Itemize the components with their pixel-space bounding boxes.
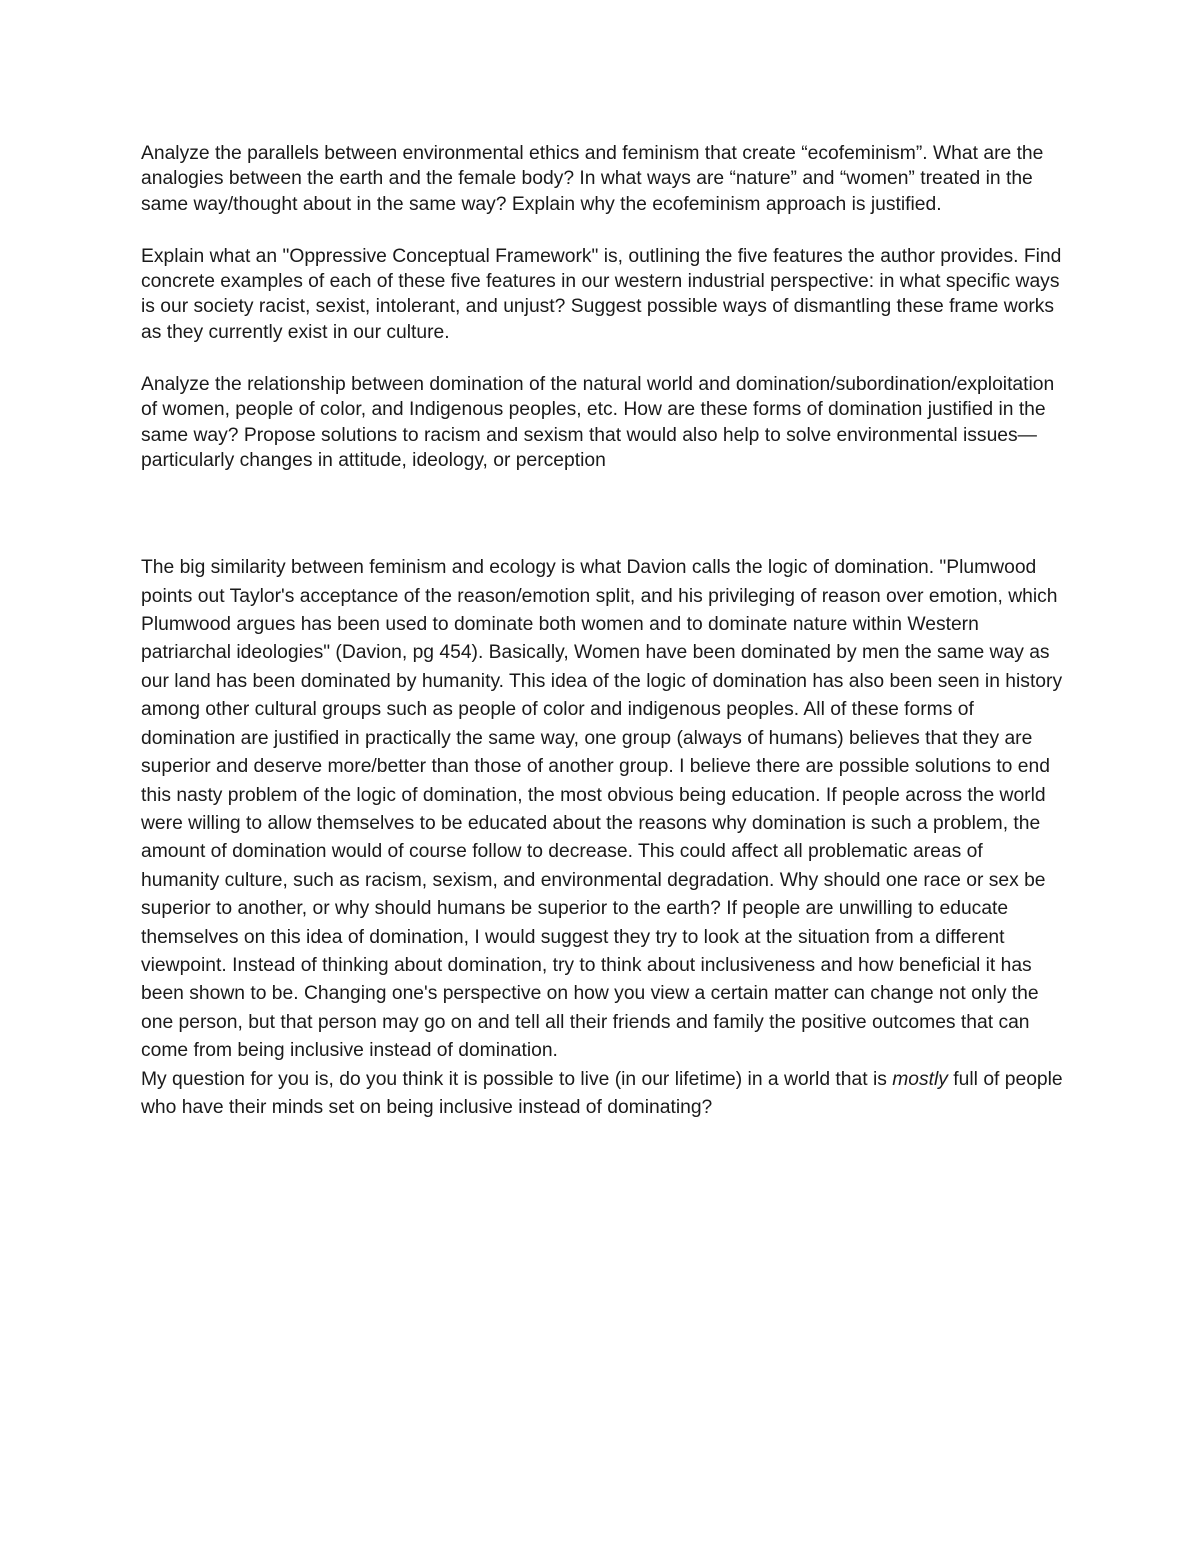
document-page <box>141 141 1066 1122</box>
closing-question <box>141 1066 1066 1123</box>
question-emphasis: mostly <box>892 1068 948 1090</box>
prompt-paragraph-2: Explain what an "Oppressive Conceptual Framework" is, outlining the five features the author provides. Find concrete examples of each of these five features in our western industrial perspective: in what specific ways is our society racist, sexist, intolerant, and unjust? Suggest possible ways of dismantling these frame works as they currently exist in our culture. <box>141 245 1062 343</box>
prompt-paragraph-1: Analyze the parallels between environmental ethics and feminism that create “ecofeminism”. What are the analogies between the earth and the female body? In what ways are “nature” and “women” treated in the same way/thought about in the same way? Explain why the ecofeminism approach is justified. <box>141 143 1044 215</box>
response-paragraph: The big similarity between feminism and ecology is what Davion calls the logic of domination. "Plumwood points out Taylor's acceptance of the reason/emotion split, and his privileging of reason over emotion, which Plumwood argues has been used to dominate both women and to dominate nature within Western patriarchal ideologies" (Davion, pg 454). Basically, Women have been dominated by men the same way as our land has been dominated by humanity. This idea of the logic of domination has also been seen in history among other cultural groups such as people of color and indigenous peoples. All of these forms of domination are justified in practically the same way, one group (always of humans) believes that they are superior and deserve more/better than those of another group. I believe there are possible solutions to end this nasty problem of the logic of domination, the most obvious being education. If people across the world were willing to allow themselves to be educated about the reasons why domination is such a problem, the amount of domination would of course follow to decrease. This could affect all problematic areas of humanity culture, such as racism, sexism, and environmental degradation. Why should one race or sex be superior to another, or why should humans be superior to the earth? If people are unwilling to educate themselves on this idea of domination, I would suggest they try to look at the situation from a different viewpoint. Instead of thinking about domination, try to think about inclusiveness and how beneficial it has been shown to be. Changing one's perspective on how you view a certain matter can change not only the one person, but that person may go on and tell all their friends and family the positive outcomes that can come from being inclusive instead of domination. <box>141 557 1063 1062</box>
prompt-paragraph-3: Analyze the relationship between domination of the natural world and domination/subordination/exploitation of women, people of color, and Indigenous peoples, etc. How are these forms of domination justified in the same way? Propose solutions to racism and sexism that would also help to solve environmental issues—particularly changes in attitude, ideology, or perception <box>141 374 1055 471</box>
section-spacer <box>141 500 1066 554</box>
question-text-end: full of people who have their minds set on being inclusive instead of dominating? <box>141 1068 1063 1118</box>
question-text-start: My question for you is, do you think it is possible to live (in our lifetime) in a world that is <box>141 1068 893 1090</box>
